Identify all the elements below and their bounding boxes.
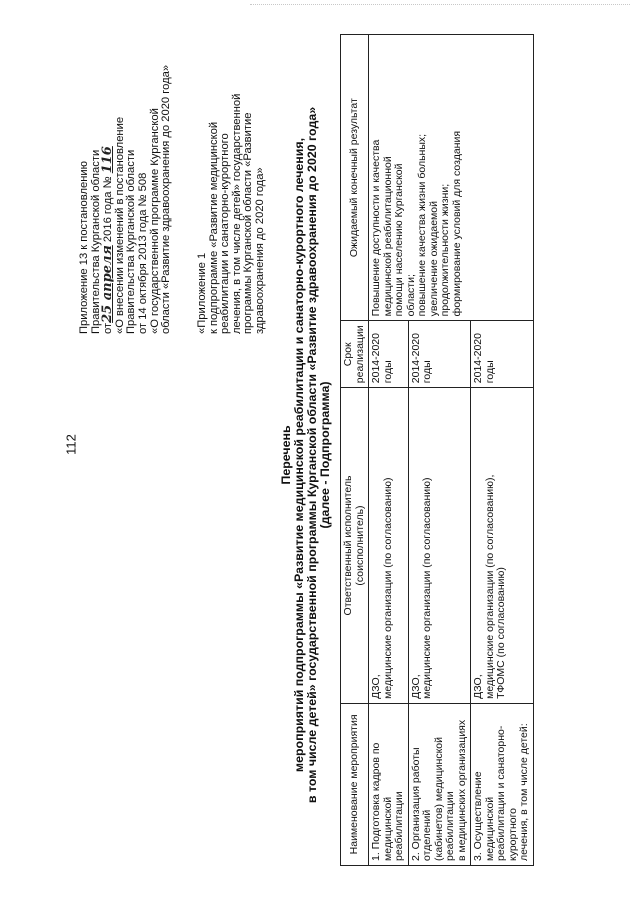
appendix-sub-line: лечения, в том числе детей» государственной bbox=[230, 93, 243, 334]
cell-line: ДЗО, bbox=[472, 674, 484, 699]
cell-executor bbox=[471, 388, 534, 704]
cell-line: годы bbox=[381, 360, 394, 384]
cell-term bbox=[471, 321, 534, 388]
cell-line: в медицинских организациях bbox=[455, 719, 468, 861]
handwritten-number: 116 bbox=[100, 146, 116, 174]
cell-line: 2. Организация работы отделений bbox=[409, 747, 433, 861]
cell-line: 2014-2020 bbox=[370, 333, 382, 384]
cell-line: реабилитации bbox=[393, 791, 405, 861]
appendix-line: Правительства Курганской области bbox=[125, 149, 138, 334]
date-mid: 2016 года № bbox=[102, 176, 115, 243]
heading-line: в том числе детей» государственной программы Курганской области «Развитие здравоохранения до 2020 года» bbox=[305, 106, 319, 804]
cell-measure-name bbox=[471, 703, 534, 865]
cell-line: ДЗО, bbox=[409, 674, 422, 699]
cell-line: 1. Подготовка кадров по медицинской bbox=[370, 742, 394, 861]
cell-line: повышение качества жизни больных; bbox=[416, 133, 428, 317]
cell-line: годы bbox=[421, 360, 433, 384]
appendix-sub-line: здравоохранения до 2020 года» bbox=[253, 167, 266, 334]
header-measure-name: Наименование мероприятия bbox=[341, 703, 369, 865]
date-prefix: от bbox=[102, 322, 115, 334]
cell-measure-name bbox=[369, 703, 409, 865]
heading-title: Перечень bbox=[279, 425, 293, 485]
document-heading bbox=[280, 30, 332, 880]
cell-line: продолжительности жизни; bbox=[439, 183, 451, 317]
cell-term bbox=[369, 321, 409, 388]
header-executor-line: (соисполнитель) bbox=[353, 505, 366, 586]
header-executor bbox=[341, 388, 369, 704]
appendix-sub-line: реабилитации и санаторно-курортного bbox=[219, 133, 232, 334]
appendix-line: области «Развитие здравоохранения до 2020 года» bbox=[160, 64, 173, 334]
appendix-13-block bbox=[79, 32, 173, 334]
heading-line: (далее - Подпрограмма) bbox=[318, 381, 332, 529]
cell-expected-result bbox=[369, 35, 534, 321]
header-executor-line: Ответственный исполнитель bbox=[342, 475, 354, 616]
appendix-sub-line: программы Курганской области «Развитие bbox=[242, 112, 255, 334]
cell-measure-name bbox=[408, 703, 471, 865]
appendix-line: «О государственной программе Курганской bbox=[148, 108, 161, 334]
cell-line: 2014-2020 bbox=[409, 333, 422, 384]
header-term-line: Срок bbox=[342, 342, 354, 367]
cell-line: области; bbox=[404, 274, 417, 317]
cell-line: медицинские организации (по согласованию) bbox=[381, 477, 394, 699]
appendix-sub-line: «Приложение 1 bbox=[196, 252, 208, 334]
scan-noise-line bbox=[250, 4, 630, 8]
header-expected-result: Ожидаемый конечный результат bbox=[341, 35, 369, 321]
measures-table bbox=[340, 34, 534, 866]
appendix-line: Правительства Курганской области bbox=[89, 149, 102, 334]
cell-line: 3. Осуществление медицинской bbox=[472, 771, 496, 861]
cell-term bbox=[408, 321, 471, 388]
cell-line: ТФОМС (по согласованию) bbox=[495, 567, 507, 699]
cell-line: медицинские организации (по согласованию) bbox=[421, 477, 433, 699]
table-header-row bbox=[341, 35, 369, 866]
cell-line: годы bbox=[483, 360, 496, 384]
header-term-line: реализации bbox=[353, 325, 366, 384]
appendix-sub-line: к подпрограмме «Развитие медицинской bbox=[207, 121, 220, 334]
appendix-line: Приложение 13 к постановлению bbox=[78, 160, 90, 334]
page-number: 112 bbox=[63, 434, 79, 455]
cell-line: лечения, в том числе детей: bbox=[518, 723, 530, 861]
cell-line: увеличение ожидаемой bbox=[427, 201, 440, 317]
cell-line: медицинской реабилитационной bbox=[381, 156, 394, 317]
heading-line: мероприятий подпрограммы «Развитие медицинской реабилитации и санаторно-курортного лечения, bbox=[292, 137, 306, 773]
appendix-line: от 14 октября 2013 года № 508 bbox=[136, 172, 149, 334]
cell-line: формирование условий для создания bbox=[450, 130, 463, 317]
rotated-page-content bbox=[75, 30, 615, 880]
cell-line: реабилитации и санаторно-курортного bbox=[495, 725, 519, 861]
cell-line: медицинские организации (по согласованию), bbox=[483, 474, 496, 699]
cell-line: Повышение доступности и качества bbox=[370, 139, 382, 317]
cell-line: ДЗО, bbox=[370, 674, 382, 699]
header-term bbox=[341, 321, 369, 388]
appendix-line: «О внесении изменений в постановление bbox=[113, 116, 126, 334]
cell-executor bbox=[408, 388, 471, 704]
cell-line: (кабинетов) медицинской реабилитации bbox=[432, 736, 456, 861]
cell-executor bbox=[369, 388, 409, 704]
table-row bbox=[369, 35, 409, 866]
appendix-1-block bbox=[196, 93, 267, 334]
handwritten-date: 25 апреля bbox=[100, 245, 116, 323]
cell-line: 2014-2020 bbox=[472, 333, 484, 384]
cell-line: помощи населению Курганской bbox=[393, 163, 405, 317]
appendix-date-line bbox=[102, 32, 115, 334]
